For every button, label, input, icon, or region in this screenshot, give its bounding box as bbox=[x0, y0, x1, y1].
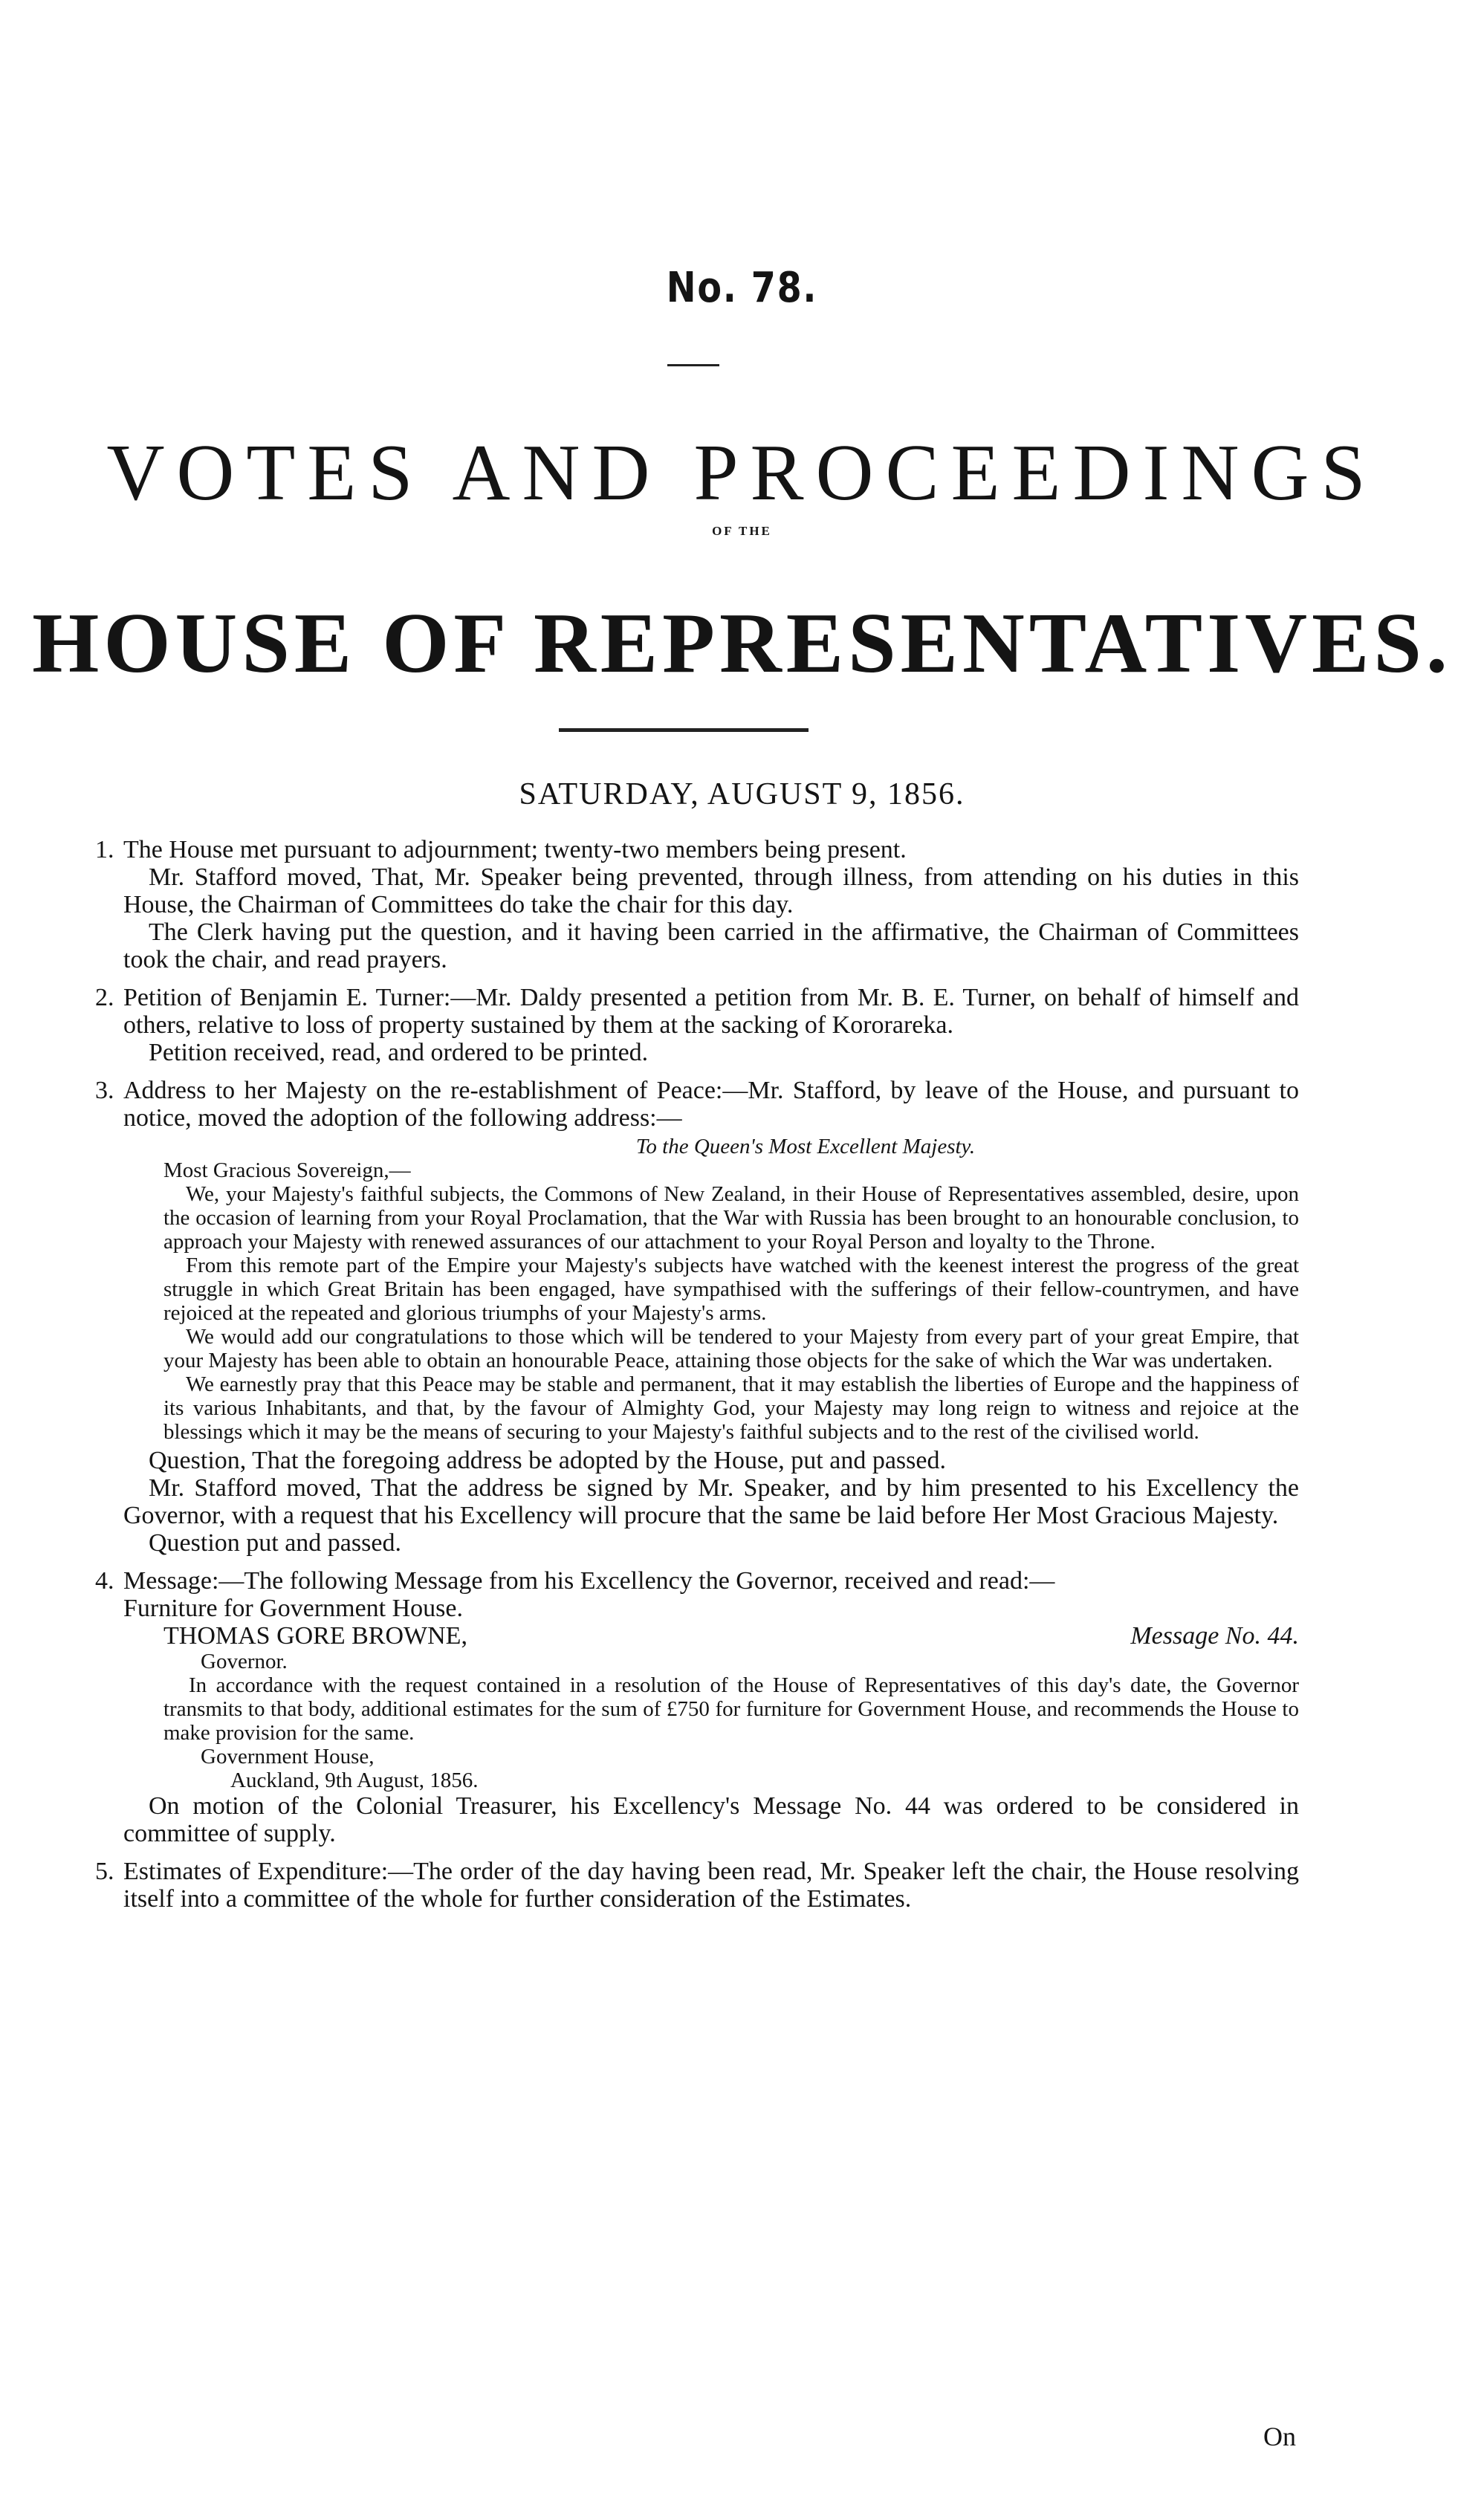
item-number: 4. bbox=[95, 1567, 114, 1595]
dateline: SATURDAY, AUGUST 9, 1856. bbox=[519, 777, 965, 811]
item-paragraph: Mr. Stafford moved, That the address be signed by Mr. Speaker, and by him presented to his Excellency the Governor, with a request that his Excellency will procure that the same be laid before Her Most Gracious Majesty. bbox=[123, 1474, 1299, 1529]
item-paragraph: Question, That the foregoing address be adopted by the House, put and passed. bbox=[149, 1447, 946, 1474]
title-of-the: OF THE bbox=[712, 524, 772, 538]
message-place: Government House, bbox=[201, 1745, 375, 1769]
item-paragraph: Question put and passed. bbox=[149, 1529, 401, 1557]
item-1 bbox=[95, 836, 1299, 973]
item-paragraph: Mr. Stafford moved, That, Mr. Speaker being prevented, through illness, from attending on his duties in this House, the Chairman of Committees do take the chair for this day. bbox=[123, 863, 1299, 918]
item-4 bbox=[95, 1567, 1299, 1847]
message-place-date: Auckland, 9th August, 1856. bbox=[230, 1769, 479, 1792]
message-subject: Furniture for Government House. bbox=[123, 1595, 464, 1622]
item-lead: Petition of Benjamin E. Turner:—Mr. Daldy presented a petition from Mr. B. E. Turner, on behalf of himself and others, relative to loss of property sustained by them at the sacking of Kororareka. bbox=[123, 984, 1299, 1039]
item-2 bbox=[95, 984, 1299, 1066]
item-number: 1. bbox=[95, 836, 114, 863]
item-number: 5. bbox=[95, 1858, 114, 1885]
message-number: Message No. 44. bbox=[1130, 1622, 1299, 1650]
address-paragraph: We, your Majesty's faithful subjects, the Commons of New Zealand, in their House of Representatives assembled, desire, upon the occasion of learning from your Royal Proclamation, that the War with Russia has been brought to an honourable conclusion, to approach your Majesty with renewed assurances of our attachment to your Royal Person and loyalty to the Throne. bbox=[163, 1182, 1299, 1254]
long-rule bbox=[559, 728, 809, 732]
item-lead: Message:—The following Message from his Excellency the Governor, received and read:— bbox=[123, 1567, 1055, 1595]
title-house-of-representatives: HOUSE OF REPRESENTATIVES. bbox=[32, 596, 1452, 691]
document-number: No. 78. bbox=[666, 264, 818, 312]
address-paragraph: We earnestly pray that this Peace may be stable and permanent, that it may establish the liberties of Europe and the happiness of its various Inhabitants, and that, by the favour of Almighty God, your Majesty may long reign to witness and rejoice at the blessings which it may be the means of securing to your Majesty's faithful subjects and to the rest of the civilised world. bbox=[163, 1372, 1299, 1444]
catchword: On bbox=[1263, 2422, 1296, 2451]
item-lead: Estimates of Expenditure:—The order of the day having been read, Mr. Speaker left the chair, the House resolving itself into a committee of the whole for further consideration of the Estimates. bbox=[123, 1858, 1299, 1913]
address-salutation: Most Gracious Sovereign,— bbox=[163, 1158, 411, 1182]
address-text bbox=[123, 1135, 1299, 1444]
address-paragraph: We would add our congratulations to those which will be tendered to your Majesty from every part of your great Empire, that your Majesty has been able to obtain an honourable Peace, attaining those objects for the sake of which the War was undertaken. bbox=[163, 1325, 1299, 1372]
item-5 bbox=[95, 1858, 1299, 1913]
governor-message bbox=[123, 1622, 1299, 1792]
item-paragraph: Petition received, read, and ordered to be printed. bbox=[149, 1039, 649, 1066]
address-heading: To the Queen's Most Excellent Majesty. bbox=[635, 1135, 976, 1158]
title-votes-and-proceedings: VOTES AND PROCEEDINGS bbox=[106, 429, 1378, 517]
governor-name: THOMAS GORE BROWNE, bbox=[163, 1622, 467, 1650]
item-lead: Address to her Majesty on the re-establishment of Peace:—Mr. Stafford, by leave of the House, and pursuant to notice, moved the adoption of the following address:— bbox=[123, 1077, 1299, 1132]
short-rule bbox=[667, 364, 719, 366]
message-signature-line bbox=[163, 1622, 1299, 1650]
item-lead: The House met pursuant to adjournment; twenty-two members being present. bbox=[123, 836, 907, 863]
item-paragraph: The Clerk having put the question, and it having been carried in the affirmative, the Chairman of Committees took the chair, and read prayers. bbox=[123, 918, 1299, 973]
item-number: 3. bbox=[95, 1077, 114, 1104]
message-text: In accordance with the request contained in a resolution of the House of Representatives of this day's date, the Governor transmits to that body, additional estimates for the sum of £750 for furniture for Government House, and recommends the House to make provision for the same. bbox=[163, 1673, 1299, 1745]
item-number: 2. bbox=[95, 984, 114, 1011]
governor-title: Governor. bbox=[201, 1650, 288, 1673]
item-paragraph: On motion of the Colonial Treasurer, his Excellency's Message No. 44 was ordered to be considered in committee of supply. bbox=[123, 1792, 1299, 1847]
proceedings-body bbox=[95, 836, 1299, 1923]
item-3 bbox=[95, 1077, 1299, 1557]
address-paragraph: From this remote part of the Empire your Majesty's subjects have watched with the keenest interest the progress of the great struggle in which Great Britain has been engaged, have sympathised with the sufferings of their fellow-countrymen, and have rejoiced at the repeated and glorious triumphs of your Majesty's arms. bbox=[163, 1254, 1299, 1325]
